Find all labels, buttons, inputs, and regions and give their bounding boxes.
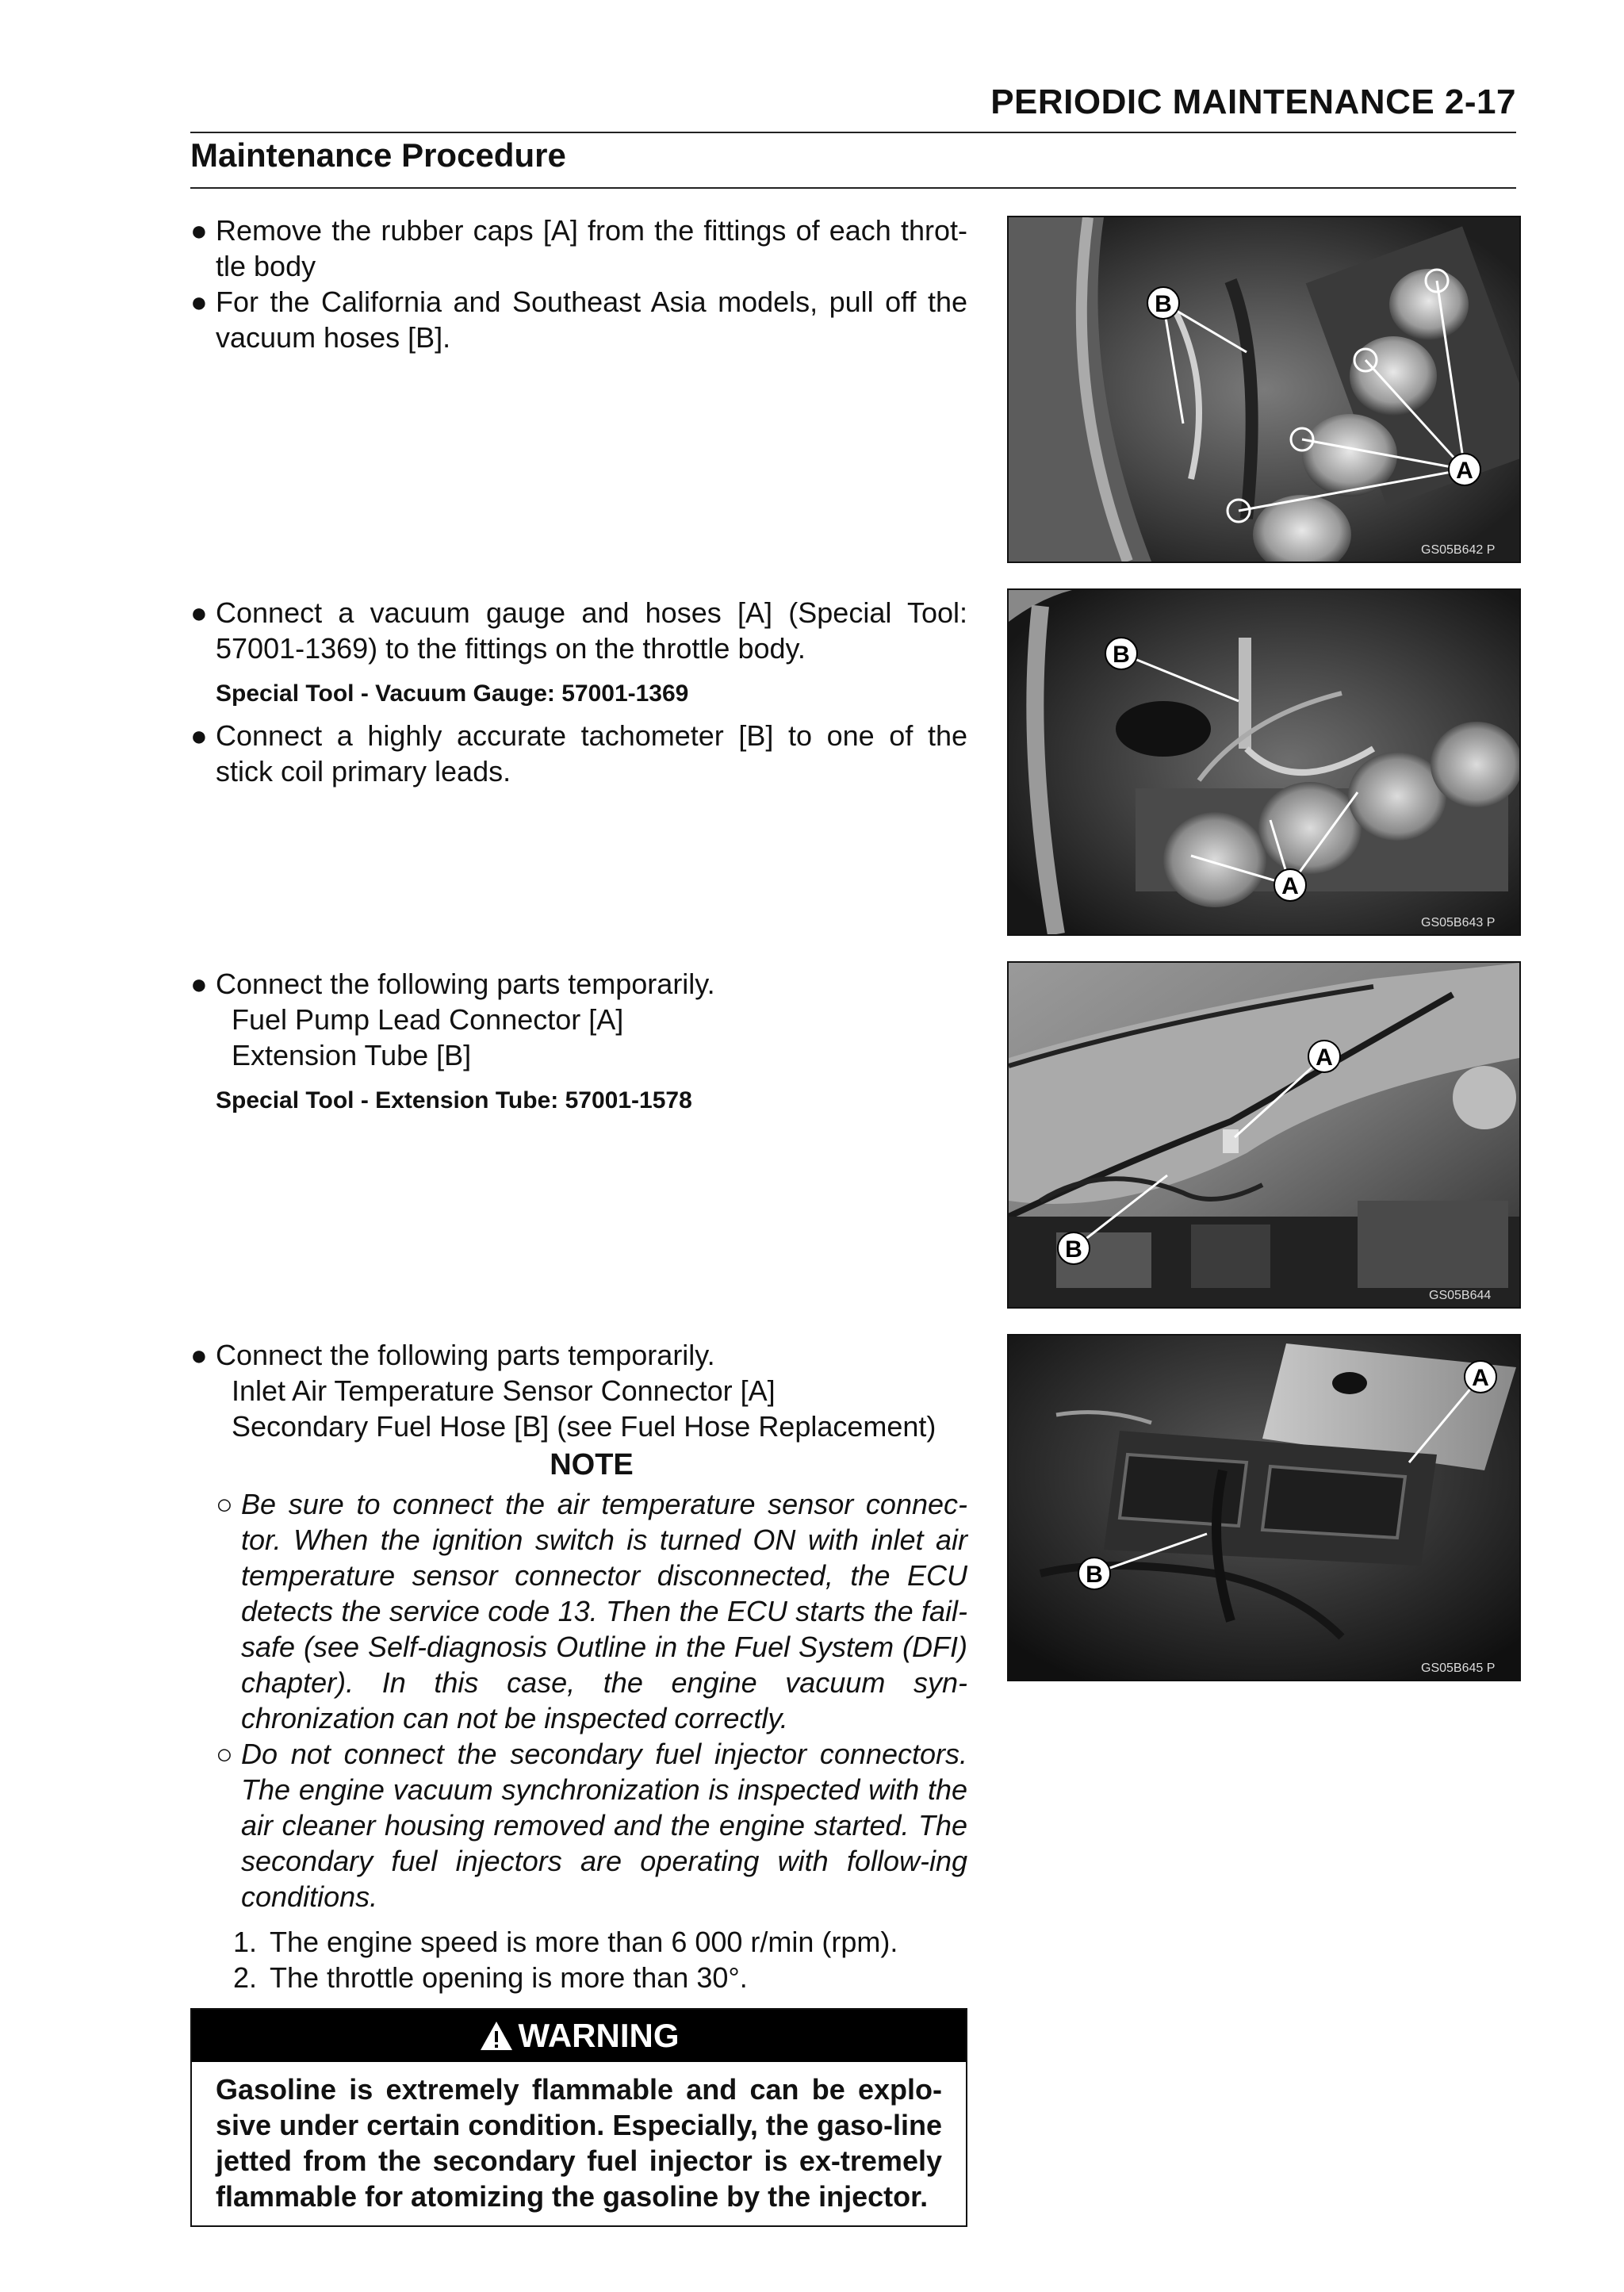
callout-label: A	[1281, 873, 1299, 899]
page-header-title: PERIODIC MAINTENANCE 2-17	[990, 82, 1516, 121]
condition-item: 1. The engine speed is more than 6 000 r/min (rpm).	[233, 1926, 898, 1958]
callout-label: B	[1065, 1236, 1082, 1263]
circle-bullet-icon: ○	[216, 1738, 233, 1770]
photo-code: GS05B644	[1429, 1289, 1492, 1302]
bullet-item: ● Connect a vacuum gauge and hoses [A] (Special Tool: 57001-1369) to the fittings on the throttle body.	[190, 596, 967, 665]
warning-body: Gasoline is extremely flammable and can be explo-sive under certain condition. Especially, the gaso-line jetted from the secondary fuel injector is ex-tremely flammable for atomizing the gasoline by the injector.	[216, 2073, 942, 2213]
block-temp-sensor	[190, 1337, 967, 1995]
warning-heading: WARNING	[518, 2017, 680, 2054]
section-rule	[190, 187, 1516, 189]
note-item: ○ Be sure to connect the air temperature sensor connec-tor. When the ignition switch is turned ON with inlet air temperature sensor connector disconnected, the ECU detects the service code 13. Then the ECU starts the fail-safe (see Self-diagnosis Outline in the Fuel System (DFI) chapter). In this case, the engine vacuum syn-chronization can not be inspected correctly.	[216, 1488, 967, 1734]
warning-box	[190, 2008, 967, 2227]
block-vacuum-gauge	[190, 595, 967, 789]
sub-item: Secondary Fuel Hose [B] (see Fuel Hose Replacement)	[232, 1410, 936, 1443]
photo-code: GS05B645 P	[1421, 1662, 1496, 1675]
note-item: ○ Do not connect the secondary fuel injector connectors. The engine vacuum synchronization is inspected with the air cleaner housing removed and the engine started. The secondary fuel injectors are operating with follow-ing conditions.	[216, 1738, 967, 1913]
bullet-icon: ●	[190, 596, 208, 629]
callout-label: A	[1316, 1044, 1333, 1071]
callout-label: B	[1155, 291, 1172, 317]
callout-label: A	[1472, 1365, 1489, 1391]
callout-label: B	[1086, 1562, 1103, 1588]
bullet-icon: ●	[190, 286, 208, 318]
callout-label: A	[1456, 458, 1473, 484]
warning-header	[192, 2010, 966, 2062]
photo-code: GS05B642 P	[1421, 543, 1496, 557]
sub-item: Inlet Air Temperature Sensor Connector [A]	[232, 1374, 776, 1407]
bullet-item: ● Connect the following parts temporarily.	[190, 1339, 715, 1371]
sub-item: Extension Tube [B]	[232, 1039, 472, 1071]
bullet-icon: ●	[190, 1339, 208, 1371]
bullet-icon: ●	[190, 214, 208, 247]
section-title: Maintenance Procedure	[190, 136, 566, 174]
photo-temp-sensor-connector	[1007, 1334, 1521, 1681]
callout-label: B	[1113, 642, 1130, 668]
bullet-item: ● Connect the following parts temporarily.	[190, 968, 715, 1000]
special-tool-line: Special Tool - Vacuum Gauge: 57001-1369	[216, 680, 689, 707]
condition-item: 2. The throttle opening is more than 30°.	[233, 1961, 748, 1994]
block-remove-caps	[190, 213, 967, 355]
sub-item: Fuel Pump Lead Connector [A]	[232, 1003, 624, 1036]
block-fuel-pump	[190, 966, 967, 1125]
photo-fuel-pump-connector	[1007, 961, 1521, 1309]
bullet-item: ● Connect a highly accurate tachometer [B] to one of the stick coil primary leads.	[190, 719, 967, 788]
photo-throttle-body-caps	[1007, 216, 1521, 563]
bullet-icon: ●	[190, 719, 208, 752]
special-tool-line: Special Tool - Extension Tube: 57001-1578	[216, 1087, 692, 1113]
photo-code: GS05B643 P	[1421, 916, 1496, 929]
warning-triangle-icon	[479, 2020, 514, 2052]
circle-bullet-icon: ○	[216, 1488, 233, 1520]
bullet-icon: ●	[190, 968, 208, 1000]
bullet-item: ● Remove the rubber caps [A] from the fittings of each throt-tle body	[190, 214, 967, 282]
note-heading: NOTE	[550, 1448, 634, 1481]
bullet-item: ● For the California and Southeast Asia models, pull off the vacuum hoses [B].	[190, 286, 967, 354]
header-rule	[190, 132, 1516, 133]
photo-vacuum-gauge	[1007, 588, 1521, 936]
